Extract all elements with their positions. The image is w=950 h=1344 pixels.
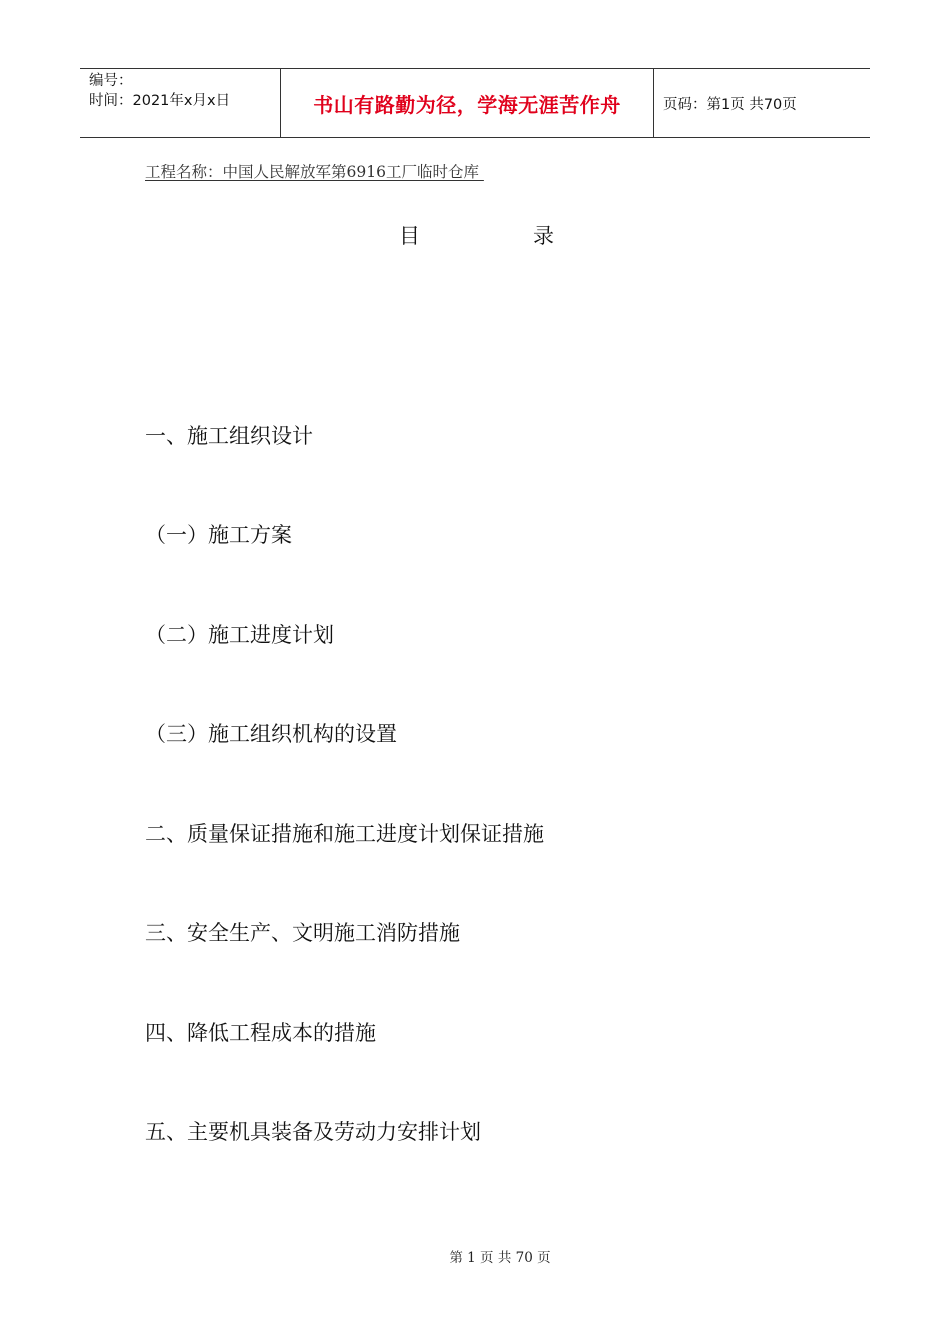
toc-item: 三、安全生产、文明施工消防措施: [145, 921, 460, 945]
toc-item: 二、质量保证措施和施工进度计划保证措施: [145, 822, 544, 846]
toc-item: 四、降低工程成本的措施: [145, 1021, 376, 1045]
document-header: [80, 68, 870, 138]
toc-title-right: 录: [533, 224, 554, 248]
toc-title-left: 目: [399, 224, 420, 248]
time-label: 时间：2021年x月x日: [89, 93, 231, 109]
toc-item: 一、施工组织设计: [145, 424, 313, 448]
toc-item: 五、主要机具装备及劳动力安排计划: [145, 1120, 481, 1144]
toc-item: （一）施工方案: [145, 523, 292, 547]
toc-item: （三）施工组织机构的设置: [145, 722, 397, 746]
number-label: 编号：: [89, 73, 133, 89]
header-meta: [80, 69, 281, 137]
header-page-info: 页码：第1页 共70页: [663, 96, 797, 113]
page-footer: 第 1 页 共 70 页: [449, 1250, 551, 1266]
header-motto: 书山有路勤为径，学海无涯苦作舟: [281, 69, 654, 137]
project-name: 工程名称：中国人民解放军第6916工厂临时仓库: [145, 163, 484, 181]
toc-item: （二）施工进度计划: [145, 623, 334, 647]
